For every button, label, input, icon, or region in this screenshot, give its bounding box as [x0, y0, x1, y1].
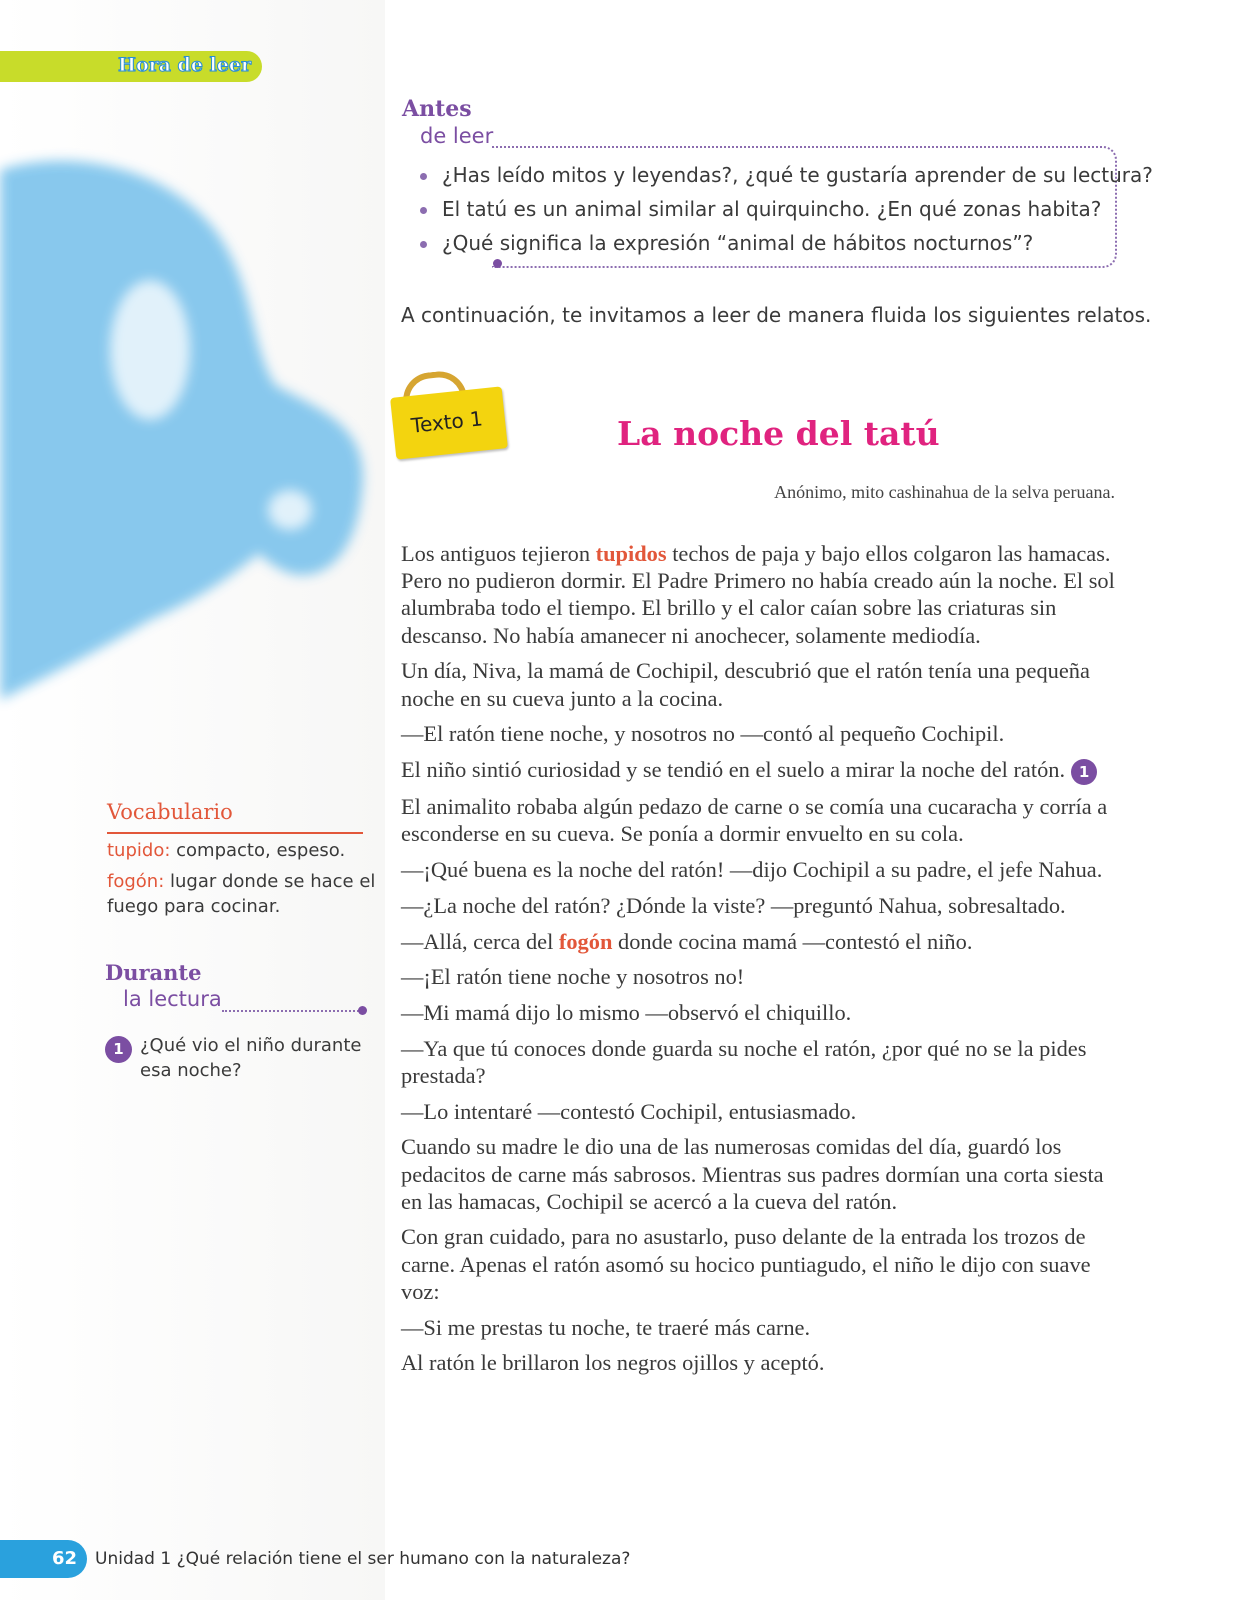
story-author: Anónimo, mito cashinahua de la selva peruana. [774, 482, 1115, 502]
vocabulario-definition: compacto, espeso. [170, 840, 346, 861]
antes-question: El tatú es un animal similar al quirquincho. ¿En qué zonas habita? [418, 192, 1153, 226]
story-paragraph: —El ratón tiene noche, y nosotros no —contó al pequeño Cochipil. [401, 721, 1005, 747]
antes-question: ¿Qué significa la expresión “animal de hábitos nocturnos”? [418, 226, 1153, 260]
vocabulario-list [107, 838, 377, 925]
footer-unit-text: Unidad 1 ¿Qué relación tiene el ser humano con la naturaleza? [95, 1549, 631, 1569]
antes-question-list [418, 158, 1153, 260]
vocabulario-definition: lugar donde se hace el fuego para cocinar. [107, 871, 376, 917]
story-title: La noche del tatú [617, 414, 940, 453]
antes-question: ¿Has leído mitos y leyendas?, ¿qué te gustaría aprender de su lectura? [418, 158, 1153, 192]
durante-line-dot [358, 1006, 367, 1015]
durante-subtitle: la lectura [123, 987, 222, 1011]
intro-text: A continuación, te invitamos a leer de manera fluida los siguientes relatos. [401, 303, 1152, 327]
story-paragraph: Un día, Niva, la mamá de Cochipil, descubrió que el ratón tenía una pequeña noche en su cueva junto a la cocina. [401, 658, 1090, 711]
question-marker-badge: 1 [1071, 759, 1097, 785]
story-paragraph: El animalito robaba algún pedazo de carne o se comía una cucaracha y corría a esconderse en su cueva. Se ponía a dormir envuelto en su cola. [401, 794, 1108, 847]
page-number-tab [0, 1540, 87, 1578]
story-paragraph: —Mi mamá dijo lo mismo —observó el chiquillo. [401, 1000, 852, 1025]
vocabulario-term: tupido: [107, 840, 171, 861]
story-body [401, 540, 1116, 1385]
durante-question: ¿Qué vio el niño durante esa noche? [140, 1035, 362, 1081]
vocabulario-term: fogón: [107, 871, 165, 892]
story-paragraph: El niño sintió curiosidad y se tendió en el suelo a mirar la noche del ratón. 1 [401, 756, 1116, 785]
vocab-highlight: fogón [558, 928, 613, 954]
page-number: 62 [52, 1548, 78, 1569]
vocabulario-entry [107, 869, 377, 919]
vocabulario-divider [107, 832, 363, 834]
story-paragraph: —Lo intentaré —contestó Cochipil, entusiasmado. [401, 1098, 857, 1124]
vocabulario-entry [107, 838, 377, 863]
durante-title: Durante [105, 960, 202, 985]
story-paragraph: —Si me prestas tu noche, te traeré más carne. [401, 1314, 811, 1340]
story-paragraph: —Allá, cerca del fogón donde cocina mamá —contestó el niño. [401, 928, 973, 954]
texto-tag-label: Texto 1 [409, 406, 484, 438]
story-paragraph: Al ratón le brillaron los negros ojillos y aceptó. [401, 1350, 825, 1376]
section-tab [0, 51, 262, 82]
story-paragraph: —¡Qué buena es la noche del ratón! —dijo Cochipil a su padre, el jefe Nahua. [401, 857, 1103, 883]
story-paragraph: —¡El ratón tiene noche y nosotros no! [401, 964, 745, 990]
story-paragraph: —Ya que tú conoces donde guarda su noche el ratón, ¿por qué no se la pides prestada? [401, 1035, 1087, 1088]
vocab-highlight: tupidos [595, 541, 667, 566]
durante-dotted-line [222, 1010, 362, 1012]
story-paragraph: Con gran cuidado, para no asustarlo, puso delante de la entrada los trozos de carne. Apenas el ratón asomó su hocico puntiagudo, el niño le dijo con suave voz: [401, 1224, 1091, 1304]
question-number-badge: 1 [105, 1036, 132, 1063]
story-paragraph: —¿La noche del ratón? ¿Dónde la viste? —preguntó Nahua, sobresaltado. [401, 892, 1066, 918]
antes-title: Antes [402, 96, 472, 122]
vocabulario-title: Vocabulario [107, 800, 233, 824]
antes-subtitle: de leer [420, 124, 494, 148]
story-paragraph: Cuando su madre le dio una de las numerosas comidas del día, guardó los pedacitos de carne más sabrosos. Mientras sus padres dormían una corta siesta en las hamacas, Cochipil se acercó a la cueva del ratón. [401, 1134, 1104, 1214]
story-paragraph: Los antiguos tejieron tupidos techos de paja y bajo ellos colgaron las hamacas. Pero no pudieron dormir. El Padre Primero no había creado aún la noche. El sol alumbraba todo el tiempo. El brillo y el calor caían sobre las criaturas sin descanso. No había amanecer ni anochecer, solamente mediodía. [401, 541, 1115, 648]
antes-frame-dot [493, 259, 502, 268]
section-tab-label: Hora de leer [118, 54, 251, 76]
blue-cloud-illustration [0, 140, 385, 730]
